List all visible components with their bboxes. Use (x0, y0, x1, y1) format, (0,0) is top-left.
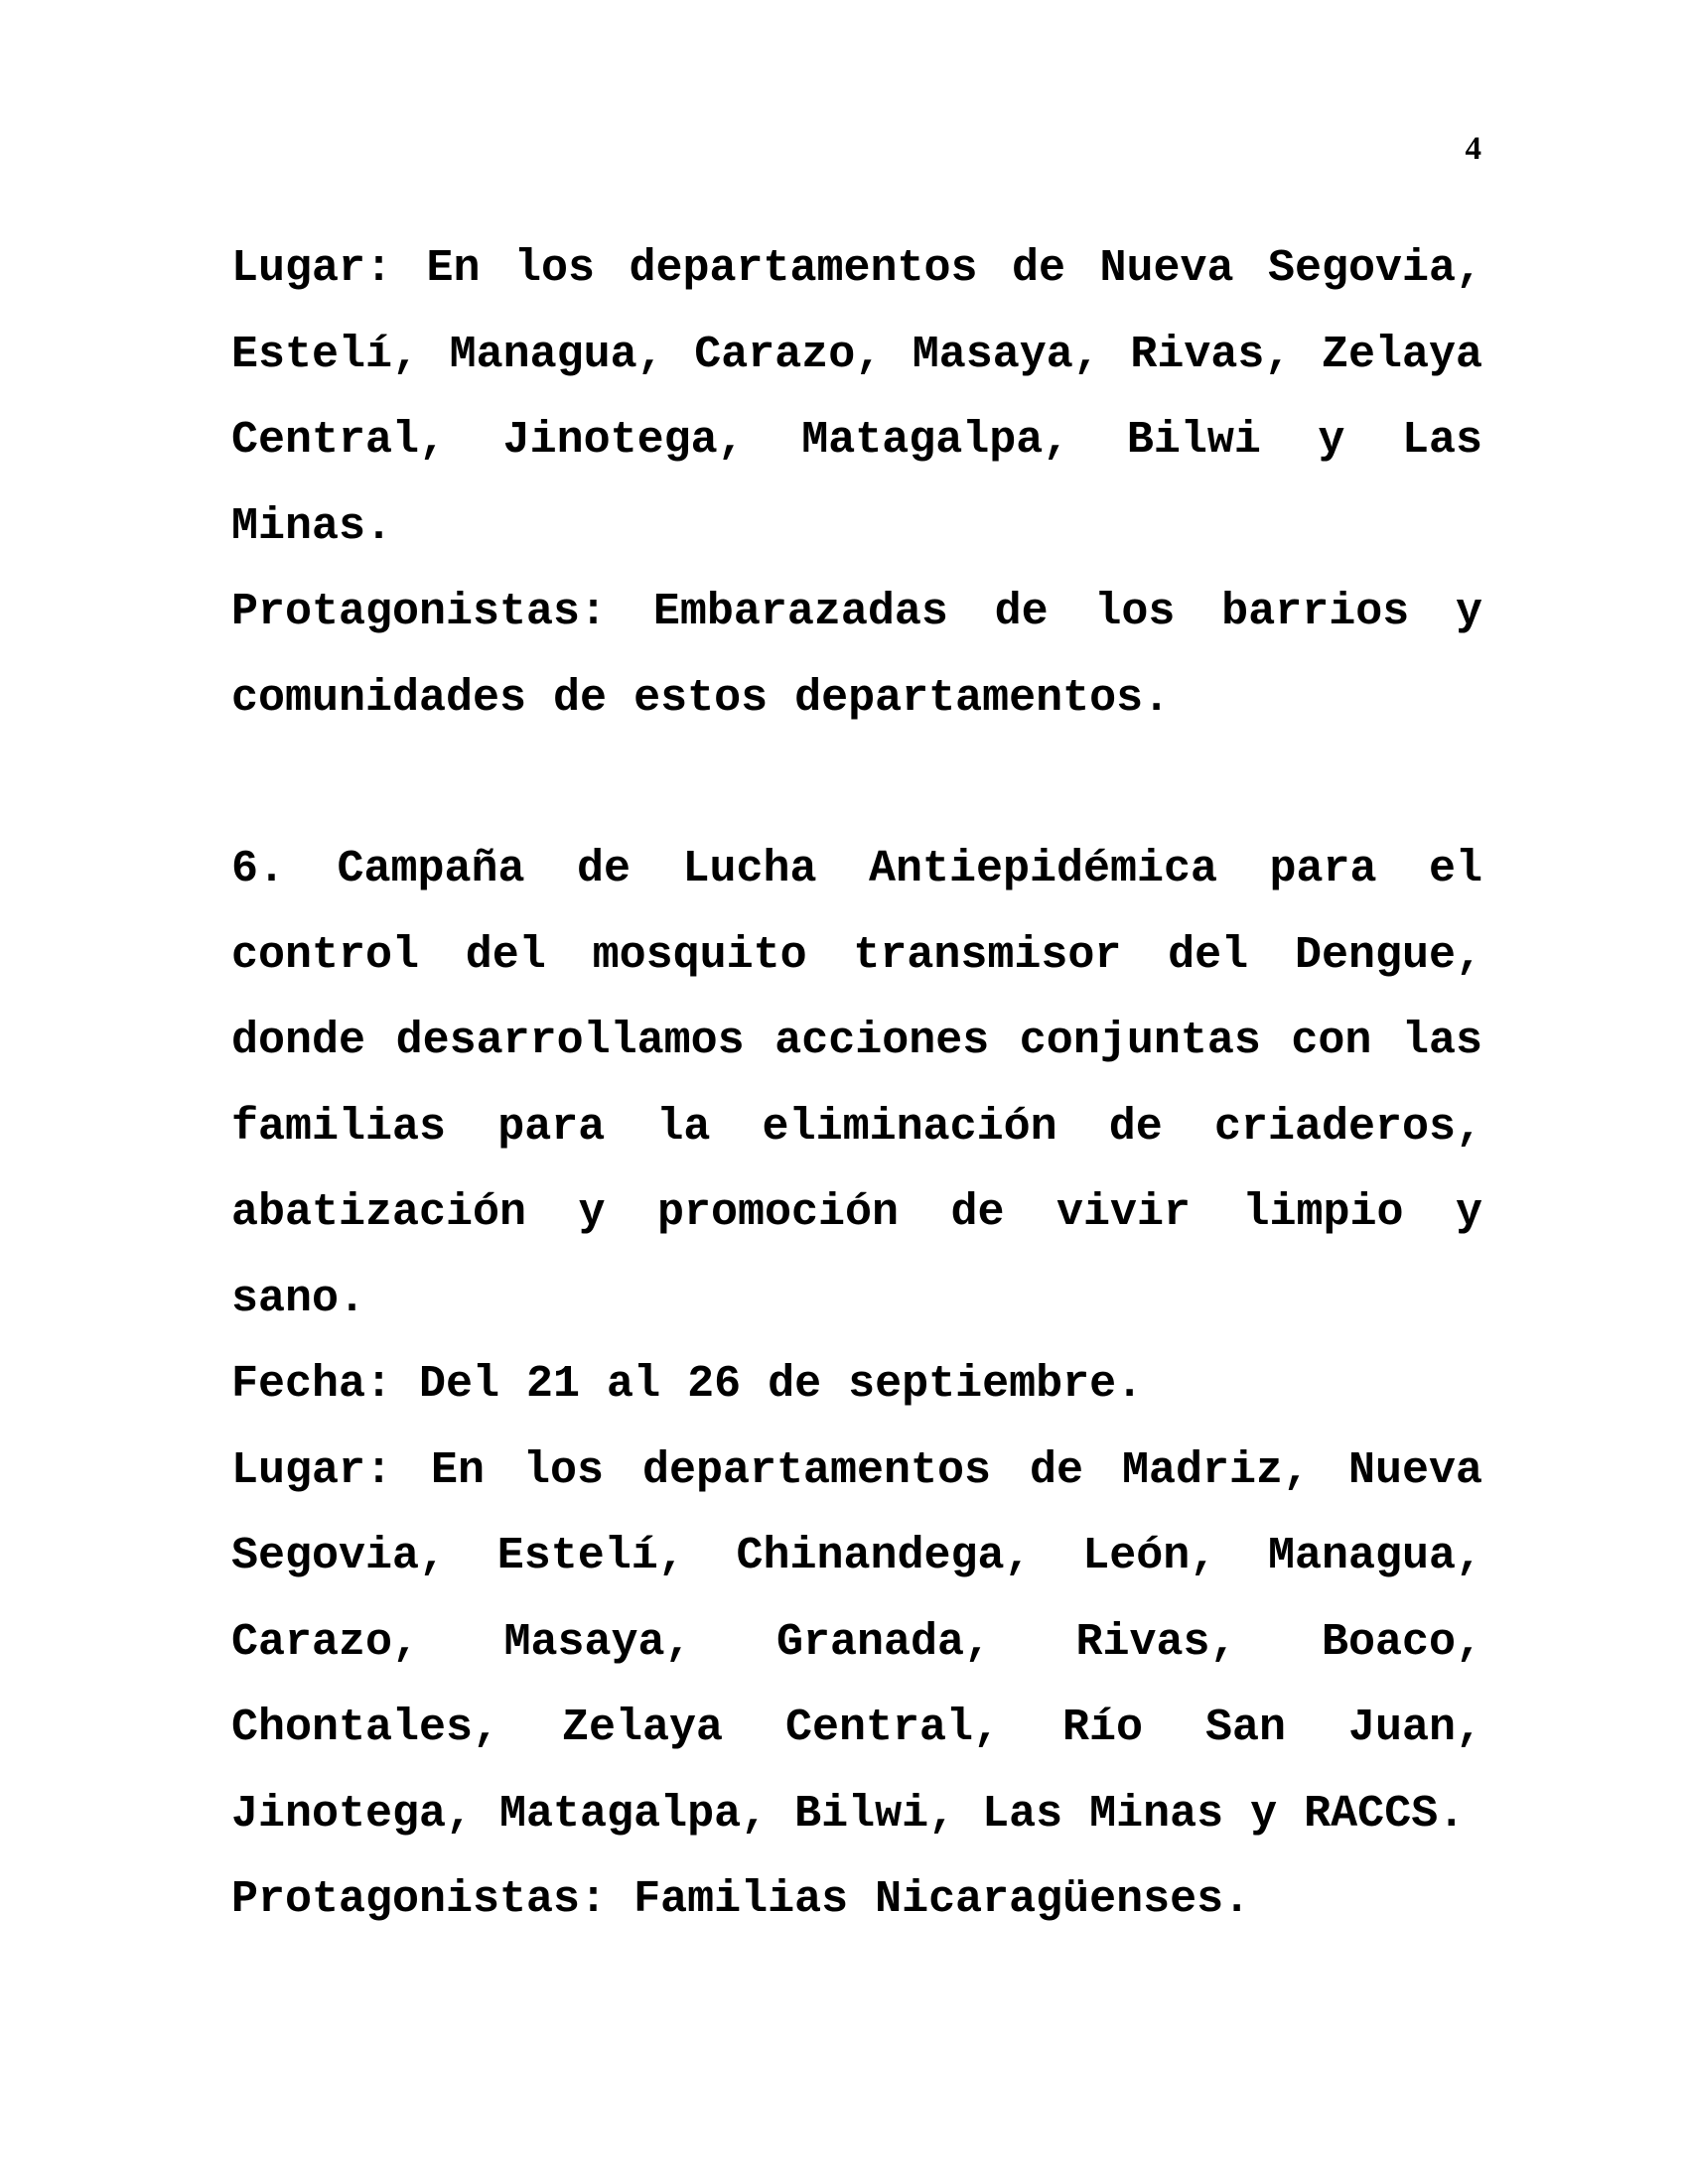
page-number: 4 (1465, 131, 1481, 167)
document-body (231, 226, 1482, 1944)
location-paragraph: Lugar: En los departamentos de Nueva Segovia, Estelí, Managua, Carazo, Masaya, Rivas, Zelaya Central, Jinotega, Matagalpa, Bilwi y Las Minas. (231, 243, 1482, 552)
date-paragraph: Fecha: Del 21 al 26 de septiembre. (231, 1359, 1144, 1410)
campaign-item-6: 6. Campaña de Lucha Antiepidémica para el control del mosquito transmisor del Dengue, donde desarrollamos acciones conjuntas con las familias para la eliminación de criaderos, abatización y promoción de vivir limpio y sano. (231, 844, 1482, 1324)
protagonists-paragraph-2: Protagonistas: Familias Nicaragüenses. (231, 1874, 1251, 1925)
protagonists-paragraph: Protagonistas: Embarazadas de los barrios y comunidades de estos departamentos. (231, 587, 1482, 724)
location-paragraph-2: Lugar: En los departamentos de Madriz, Nueva Segovia, Estelí, Chinandega, León, Managua, Carazo, Masaya, Granada, Rivas, Boaco, Chontales, Zelaya Central, Río San Juan, Jinotega, Matagalpa, Bilwi, Las Minas y RACCS. (231, 1444, 1482, 1840)
